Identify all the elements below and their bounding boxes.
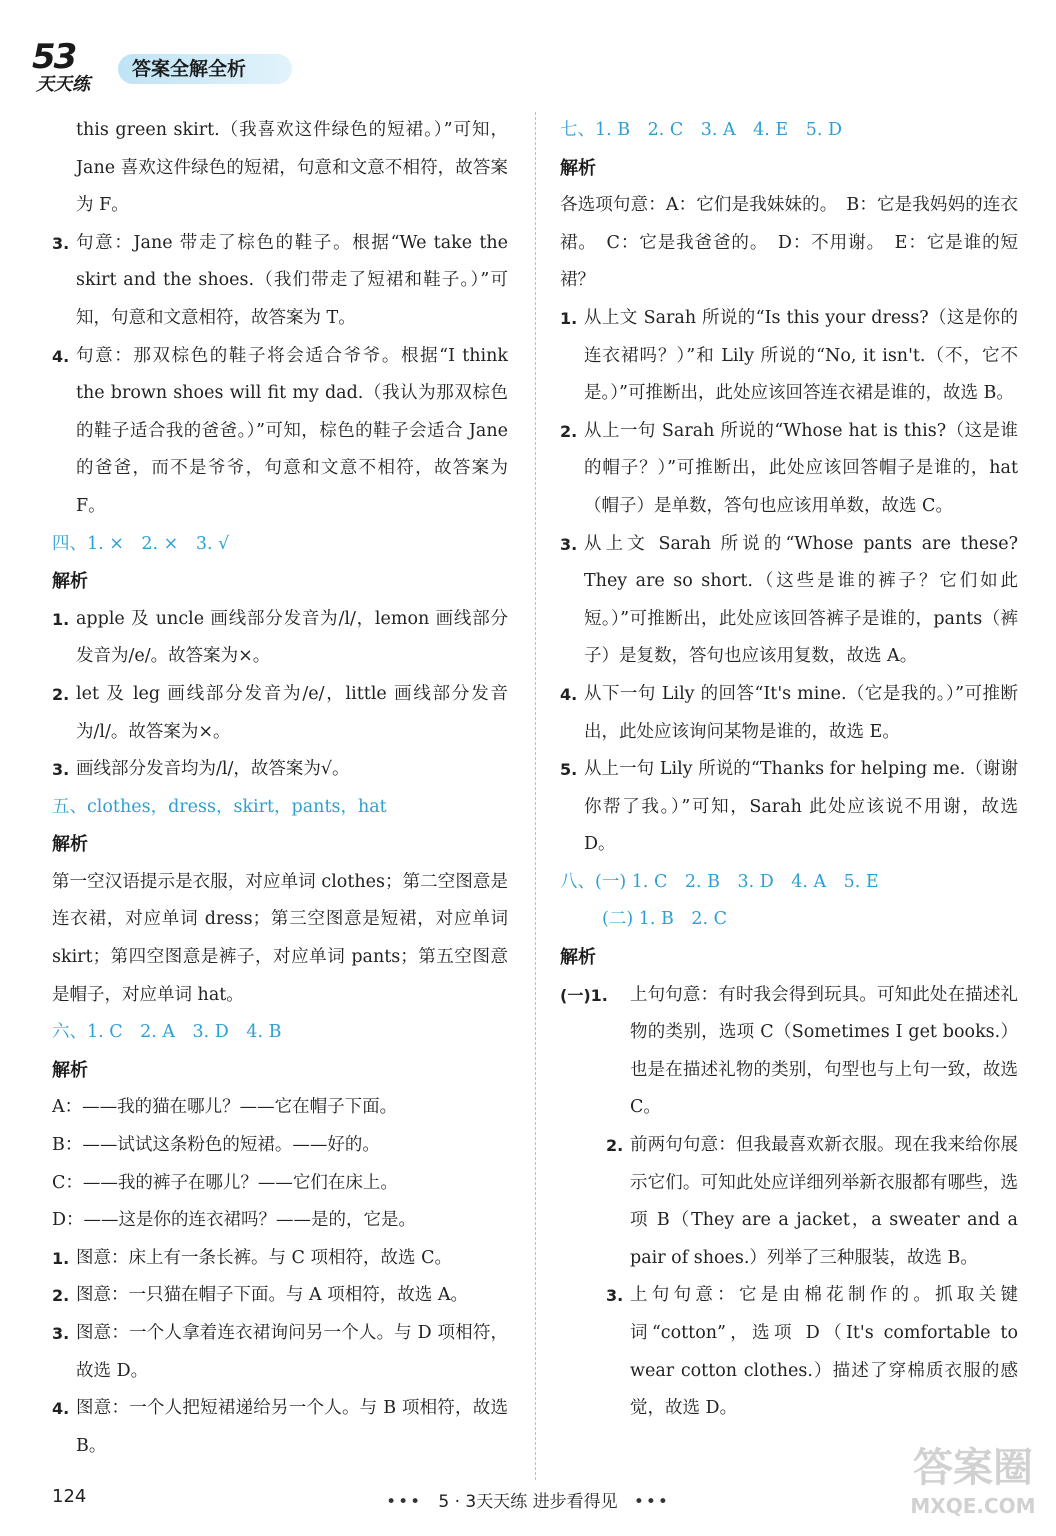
item-number: 5.: [560, 760, 578, 780]
item-number: 1.: [52, 1248, 70, 1268]
section-8-answer-part1: 八、(一) 1. C 2. B 3. D 4. A 5. E: [560, 871, 879, 892]
logo-sub: 天天练: [36, 74, 90, 95]
list-item: [52, 676, 508, 751]
dialog-line: A：——我的猫在哪儿？——它在帽子下面。: [52, 1097, 398, 1118]
item-number: 2.: [606, 1136, 624, 1156]
dialog-line: C：——我的裤子在哪儿？——它们在床上。: [52, 1172, 398, 1193]
list-item: [560, 977, 1018, 1127]
footer-slogan: 5 · 3天天练 进步看得见: [438, 1492, 618, 1512]
item-text: 从上文 Sarah 所说的“Is this your dress?（这是你的连衣裙吗？）”和 Lily 所说的“No, it isn't.（不，它不是。）”可推断出，此处应该回答连衣裙是谁的，故选 B。: [584, 307, 1018, 404]
list-item: [560, 1127, 1018, 1277]
list-item: [560, 300, 1018, 413]
left-column: [52, 112, 508, 1465]
logo-main: 53: [32, 37, 76, 77]
section-8-answer-part2: (二) 1. B 2. C: [602, 909, 727, 930]
item-text: 画线部分发音均为/l/，故答案为√。: [76, 759, 350, 780]
item-number: 3.: [52, 760, 70, 780]
list-item: [52, 1315, 508, 1390]
watermark-line2: MXQE.COM: [910, 1494, 1036, 1518]
continued-paragraph: this green skirt.（我喜欢这件绿色的短裙。）”可知，Jane 喜欢这件绿色的短裙，句意和文意不相符，故答案为 F。: [76, 120, 508, 216]
item-number: 4.: [52, 346, 70, 366]
section-5-analysis-label: 解析: [52, 834, 88, 856]
item-text: 从上文 Sarah 所说的“Whose pants are these? They are so short.（这些是谁的裤子？它们如此短。）”可推断出，此处应该回答裤子是谁的，pants（裤子）是复数，答句也应该用复数，故选 A。: [584, 533, 1018, 667]
footer-dots-left: •••: [386, 1492, 423, 1512]
item-text: 句意：Jane 带走了棕色的鞋子。根据“We take the skirt and the shoes.（我们带走了短裙和鞋子。）”可知，句意和文意相符，故答案为 T。: [76, 232, 508, 328]
item-text: apple 及 uncle 画线部分发音为/l/，lemon 画线部分发音为/e/。故答案为×。: [76, 608, 508, 667]
item-number: 1.: [52, 609, 70, 629]
item-number: 4.: [52, 1399, 70, 1419]
item-text: 前两句句意：但我最喜欢新衣服。现在我来给你展示它们。可知此处应详细列举新衣服都有哪些，选项 B（They are a jacket，a sweater and a pair of shoes.）列举了三种服装，故选 B。: [630, 1135, 1018, 1268]
item-number: 2.: [52, 684, 70, 704]
list-item: [560, 1277, 1018, 1427]
item-number: 3.: [606, 1286, 624, 1306]
item-text: 上句句意：有时我会得到玩具。可知此处在描述礼物的类别，选项 C（Sometimes I get books.）也是在描述礼物的类别，句型也与上句一致，故选 C。: [630, 984, 1018, 1118]
item-number: 3.: [560, 534, 578, 554]
item-text: 图意：床上有一条长裤。与 C 项相符，故选 C。: [76, 1247, 452, 1268]
section-4-analysis-label: 解析: [52, 571, 88, 593]
item-number: 2.: [52, 1286, 70, 1306]
list-item: [52, 225, 508, 338]
footer-dots-right: •••: [633, 1492, 670, 1512]
dialog-line: B：——试试这条粉色的短裙。——好的。: [52, 1135, 380, 1156]
list-item: [560, 526, 1018, 676]
item-text: 图意：一个人拿着连衣裙询问另一个人。与 D 项相符，故选 D。: [76, 1323, 508, 1381]
item-number: 2.: [560, 421, 578, 441]
section-6-analysis-label: 解析: [52, 1059, 88, 1081]
page-number: 124: [52, 1486, 87, 1507]
list-item: [560, 413, 1018, 526]
list-item: [52, 338, 508, 526]
item-number: 1.: [560, 308, 578, 328]
watermark-line1: 答案圈: [913, 1445, 1033, 1491]
item-text: 从上一句 Lily 所说的“Thanks for helping me.（谢谢你帮了我。）”可知，Sarah 此处应该说不用谢，故选 D。: [584, 759, 1018, 855]
item-text: 从下一句 Lily 的回答“It's mine.（它是我的。）”可推断出，此处应该询问某物是谁的，故选 E。: [584, 683, 1018, 742]
item-number: 3.: [52, 1324, 70, 1343]
item-text: 图意：一个人把短裙递给另一个人。与 B 项相符，故选 B。: [76, 1398, 508, 1456]
list-item: [560, 751, 1018, 864]
item-text: let 及 leg 画线部分发音为/e/，little 画线部分发音为/l/。故答案为×。: [76, 683, 508, 742]
logo: [32, 37, 122, 95]
dialog-line: D：——这是你的连衣裙吗？——是的，它是。: [52, 1210, 417, 1231]
item-text: 从上一句 Sarah 所说的“Whose hat is this?（这是谁的帽子？）”可推断出，此处应该回答帽子是谁的，hat（帽子）是单数，答句也应该用单数，故选 C。: [584, 420, 1018, 516]
list-item: [52, 1240, 508, 1278]
list-item: [52, 751, 508, 789]
right-column: [560, 112, 1018, 1428]
section-6-answer: 六、1. C 2. A 3. D 4. B: [52, 1022, 282, 1043]
list-item: [52, 1277, 508, 1315]
item-text: 图意：一只猫在帽子下面。与 A 项相符，故选 A。: [76, 1285, 468, 1306]
item-text: 句意：那双棕色的鞋子将会适合爷爷。根据“I think the brown shoes will fit my dad.（我认为那双棕色的鞋子适合我的爸爸。）”可知，棕色的鞋子会适合 Jane 的爸爸，而不是爷爷，句意和文意不相符，故答案为 F。: [76, 345, 508, 516]
section-7-intro: 各选项句意：A：它们是我妹妹的。 B：它是我妈妈的连衣裙。 C：它是我爸爸的。 D：不用谢。 E：它是谁的短裙？: [560, 195, 1018, 291]
header-title: 答案全解全析: [118, 54, 292, 84]
item-text: 上句句意：它是由棉花制作的。抓取关键词“cotton”，选项 D（It's comfortable to wear cotton clothes.）描述了穿棉质衣服的感觉，故选 D。: [630, 1285, 1018, 1419]
section-7-analysis-label: 解析: [560, 157, 596, 179]
section-8-analysis-label: 解析: [560, 947, 596, 969]
section-5-paragraph: 第一空汉语提示是衣服，对应单词 clothes；第二空图意是连衣裙，对应单词 dress；第三空图意是短裙，对应单词 skirt；第四空图意是裤子，对应单词 pants；第五空图意是帽子，对应单词 hat。: [52, 871, 508, 1005]
list-item: [52, 601, 508, 676]
list-item: [52, 1390, 508, 1465]
watermark: [898, 1442, 1048, 1532]
page-header: [18, 37, 318, 100]
section-7-answer: 七、1. B 2. C 3. A 4. E 5. D: [560, 120, 842, 140]
list-item: [560, 676, 1018, 751]
item-number: 3.: [52, 233, 70, 253]
column-divider: [535, 112, 536, 1480]
item-number: (一)1.: [560, 985, 608, 1005]
section-4-answer: 四、1. × 2. × 3. √: [52, 533, 230, 554]
item-number: 4.: [560, 684, 578, 704]
section-5-answer: 五、clothes，dress，skirt，pants，hat: [52, 796, 387, 817]
